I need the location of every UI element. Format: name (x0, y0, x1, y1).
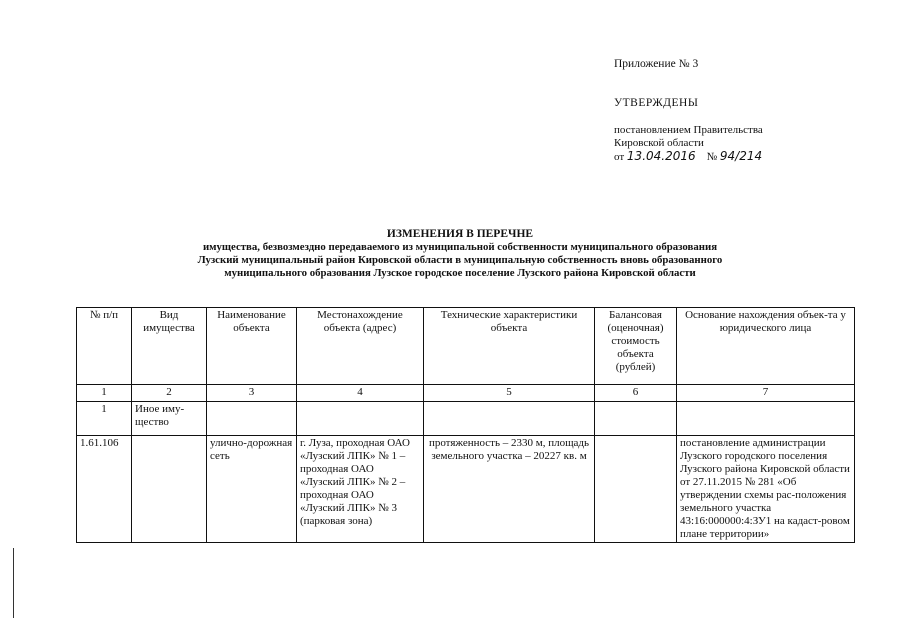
table-row (77, 402, 855, 436)
decree-block (614, 124, 763, 164)
property-table (76, 307, 855, 543)
col-header: Наименование объекта (207, 308, 297, 385)
cell-address (297, 402, 424, 436)
col-header: № п/п (77, 308, 132, 385)
decree-number: 94/214 (719, 149, 763, 163)
approved-label: УТВЕРЖДЕНЫ (614, 97, 699, 109)
table-header-row (77, 308, 855, 385)
col-number: 6 (595, 385, 677, 402)
cell-num: 1 (77, 402, 132, 436)
col-header: Вид имущества (132, 308, 207, 385)
cell-cost (595, 436, 677, 543)
col-header: Технические характеристики объекта (424, 308, 595, 385)
cell-tech (424, 402, 595, 436)
title-line-2: имущества, безвозмездно передаваемого из муниципальной собственности муниципального образования (202, 241, 718, 253)
decree-date: 13.04.2016 (626, 149, 696, 163)
cell-basis (677, 402, 855, 436)
decree-line-1: постановлением Правительства (614, 124, 763, 136)
col-header: Балансовая (оценочная) стоимость объекта (рублей) (595, 308, 677, 385)
decree-line-2: Кировской области (614, 137, 704, 149)
document-title (110, 228, 810, 280)
cell-type (132, 436, 207, 543)
title-line-3: Лузский муниципальный район Кировской области в муниципальную собственность вновь образованного (197, 254, 723, 266)
col-number: 3 (207, 385, 297, 402)
decree-date-line (614, 150, 763, 164)
margin-mark (13, 548, 14, 618)
col-header: Основание нахождения объек-та у юридического лица (677, 308, 855, 385)
cell-name: улично-дорожная сеть (207, 436, 297, 543)
title-line-1: ИЗМЕНЕНИЯ В ПЕРЕЧНЕ (386, 228, 534, 240)
cell-num: 1.61.106 (77, 436, 132, 543)
col-number: 5 (424, 385, 595, 402)
number-prefix: № (706, 151, 718, 163)
cell-name (207, 402, 297, 436)
appendix-label: Приложение № 3 (614, 58, 699, 70)
table-row (77, 436, 855, 543)
col-number: 1 (77, 385, 132, 402)
cell-type: Иное иму-щество (132, 402, 207, 436)
cell-tech: протяженность – 2330 м, площадь земельного участка – 20227 кв. м (424, 436, 595, 543)
col-header: Местонахождение объекта (адрес) (297, 308, 424, 385)
column-number-row (77, 385, 855, 402)
date-prefix: от (614, 151, 625, 163)
col-number: 7 (677, 385, 855, 402)
cell-address: г. Луза, проходная ОАО «Лузский ЛПК» № 1 – проходная ОАО «Лузский ЛПК» № 2 – проходная ОАО «Лузский ЛПК» № 3 (парковая зона) (297, 436, 424, 543)
col-number: 4 (297, 385, 424, 402)
col-number: 2 (132, 385, 207, 402)
title-line-4: муниципального образования Лузское городское поселение Лузского района Кировской области (224, 267, 696, 279)
cell-cost (595, 402, 677, 436)
cell-basis: постановление администрации Лузского городского поселения Лузского района Кировской области от 27.11.2015 № 281 «Об утверждении схемы рас-положения земельного участка 43:16:000000:4:ЗУ1 на кадаст-ровом плане территории» (677, 436, 855, 543)
